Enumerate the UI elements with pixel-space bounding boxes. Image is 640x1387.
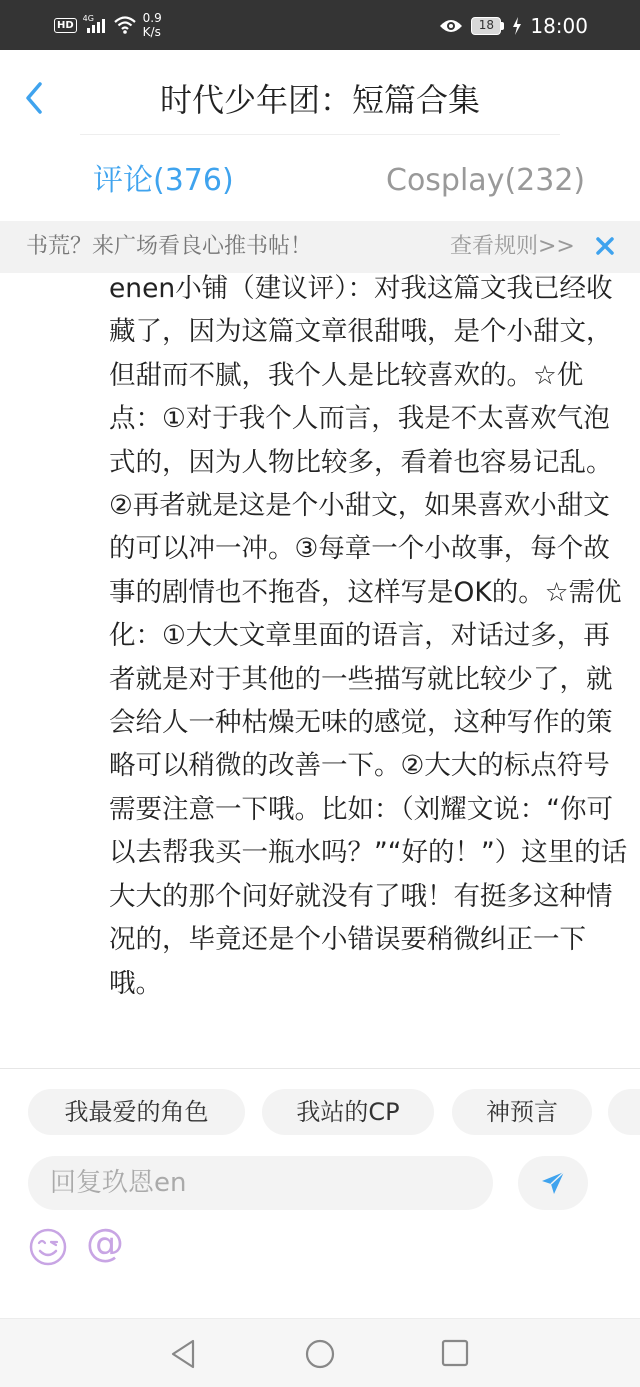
quick-tag-prophecy[interactable]: 神预言 [452,1089,592,1135]
reply-input[interactable] [50,1156,480,1210]
status-bar [0,0,640,50]
send-icon [540,1170,566,1196]
quick-tag-favorite-character[interactable]: 我最爱的角色 [28,1089,245,1135]
charging-icon [512,17,522,35]
notice-bar [0,221,640,273]
signal-icon: 4G [83,15,107,35]
nav-back-icon[interactable] [170,1339,196,1369]
tab-cosplay[interactable]: Cosplay(232) [386,163,586,198]
wifi-icon [113,15,137,35]
system-nav-bar [0,1318,640,1387]
notice-text[interactable]: 书荒？来广场看良心推书帖！ [26,234,313,259]
quick-tag-row [28,1089,640,1137]
app-header [0,50,640,135]
tab-bar [0,135,640,221]
clock: 18:00 [530,14,588,38]
close-icon[interactable] [594,235,616,257]
hd-badge: HD [54,18,77,33]
emoji-icon[interactable] [28,1227,68,1267]
comment-scroll[interactable] [109,273,629,1068]
battery-icon: 18 [471,17,504,35]
reply-box [28,1156,493,1210]
quick-tag-my-cp[interactable]: 我站的CP [262,1089,434,1135]
nav-home-icon[interactable] [305,1339,335,1369]
view-rules-link[interactable]: 查看规则>> [450,234,575,259]
send-button[interactable] [518,1156,588,1210]
tab-comments[interactable]: 评论(376) [93,163,234,198]
net-speed: 0.9 K/s [142,11,162,39]
eye-icon [439,18,463,34]
comment-text: enen小铺（建议评）：对我这篇文我已经收藏了，因为这篇文章很甜哦，是个小甜文，但甜而不腻，我个人是比较喜欢的。☆优点：①对于我个人而言，我是不太喜欢气泡式的，因为人物比较多，看着也容易记乱。②再者就是这是个小甜文，如果喜欢小甜文的可以冲一冲。③每章一个小故事，每个故事的剧情也不拖沓，这样写是OK的。☆需优化：①大大文章里面的语言，对话过多，再者就是对于其他的一些描写就比较少了，就会给人一种枯燥无味的感觉，这种写作的策略可以稍微的改善一下。②大大的标点符号需要注意一下哦。比如：（刘耀文说：“你可以去帮我买一瓶水吗？”“好的！”）这里的话大大的那个问好就没有了哦！有挺多这种情况的，毕竟还是个小错误要稍微纠正一下哦。 [109,273,628,999]
mention-button[interactable]: @ [86,1221,124,1265]
nav-recent-icon[interactable] [441,1339,469,1367]
reply-panel [0,1068,640,1318]
quick-tag-more[interactable] [608,1089,640,1135]
status-right [439,12,588,40]
status-left [54,10,162,40]
page-title: 时代少年团：短篇合集 [159,81,480,119]
